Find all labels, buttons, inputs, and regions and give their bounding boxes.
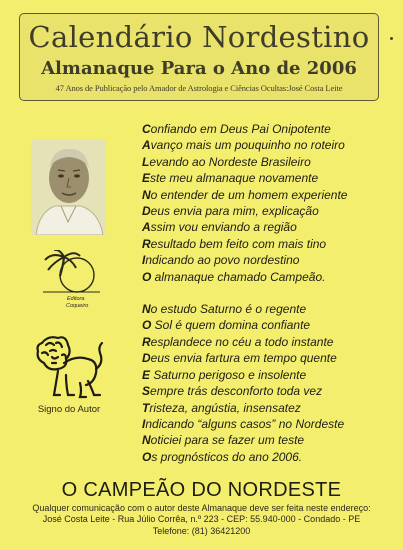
- ink-dot: [390, 37, 393, 40]
- poem-line: Resultado bem feito com mais tino: [142, 236, 327, 251]
- almanac-title: Calendário Nordestino: [28, 20, 370, 54]
- poem-line: Assim vou enviando a região: [142, 220, 297, 235]
- poem-stanza-1: [142, 121, 397, 285]
- poem-line: Confiando em Deus Pai Onipotente: [142, 122, 331, 136]
- contact-address: José Costa Leite - Rua Júlio Corrêa, n.º 223 - CEP: 55.940-000 - Condado - PE: [42, 514, 361, 525]
- poem: [142, 121, 397, 465]
- poem-line: O almanaque chamado Campeão.: [142, 269, 326, 284]
- poem-line: No estudo Saturno é o regente: [142, 302, 307, 317]
- logo-text-editora: Editora: [67, 296, 85, 302]
- footer-title: O CAMPEÃO DO NORDESTE: [61, 479, 342, 501]
- logo-text-coqueiro: Coqueiro: [66, 303, 89, 309]
- poem-line: Este meu almanaque novamente: [142, 171, 319, 186]
- poem-line: Noticiei para se fazer um teste: [142, 433, 305, 448]
- poem-line: No entender de um homem experiente: [142, 187, 348, 202]
- footer-contact: [0, 503, 403, 537]
- poem-line: Tristeza, angústia, insensatez: [142, 400, 301, 415]
- almanac-tagline: 47 Anos de Publicação pelo Amador de Astrologia e Ciências Ocultas:José Costa Leite: [55, 83, 343, 93]
- poem-line: Avanço mais um pouquinho no roteiro: [142, 138, 345, 153]
- leo-lion-icon: [28, 333, 106, 403]
- poem-line: Indicando ao povo nordestino: [142, 253, 300, 268]
- editora-coqueiro-logo: [40, 250, 102, 312]
- stanza-gap: [142, 285, 397, 301]
- poem-line: Levando ao Nordeste Brasileiro: [142, 154, 311, 169]
- poem-stanza-2: [142, 301, 397, 465]
- poem-line: Os prognósticos do ano 2006.: [142, 449, 303, 464]
- poem-line: Deus envia fartura em tempo quente: [142, 351, 337, 366]
- poem-line: E Saturno perigoso e insolente: [142, 367, 307, 382]
- contact-phone: Telefone: (81) 36421200: [152, 525, 251, 536]
- poem-line: Indicando “alguns casos” no Nordeste: [142, 416, 345, 431]
- poem-line: O Sol é quem domina confiante: [142, 318, 311, 333]
- poem-line: Deus envia para mim, explicação: [142, 204, 319, 219]
- header-box: [19, 13, 379, 101]
- almanac-subtitle: Almanaque Para o Ano de 2006: [41, 58, 357, 79]
- signo-do-autor-label: Signo do Autor: [37, 404, 101, 415]
- poem-line: Resplandece no céu a todo instante: [142, 334, 334, 349]
- author-photo: [31, 140, 106, 235]
- poem-line: Sempre trás desconforto toda vez: [142, 384, 323, 399]
- contact-note: Qualquer comunicação com o autor deste Almanaque deve ser feita neste endereço:: [32, 503, 371, 513]
